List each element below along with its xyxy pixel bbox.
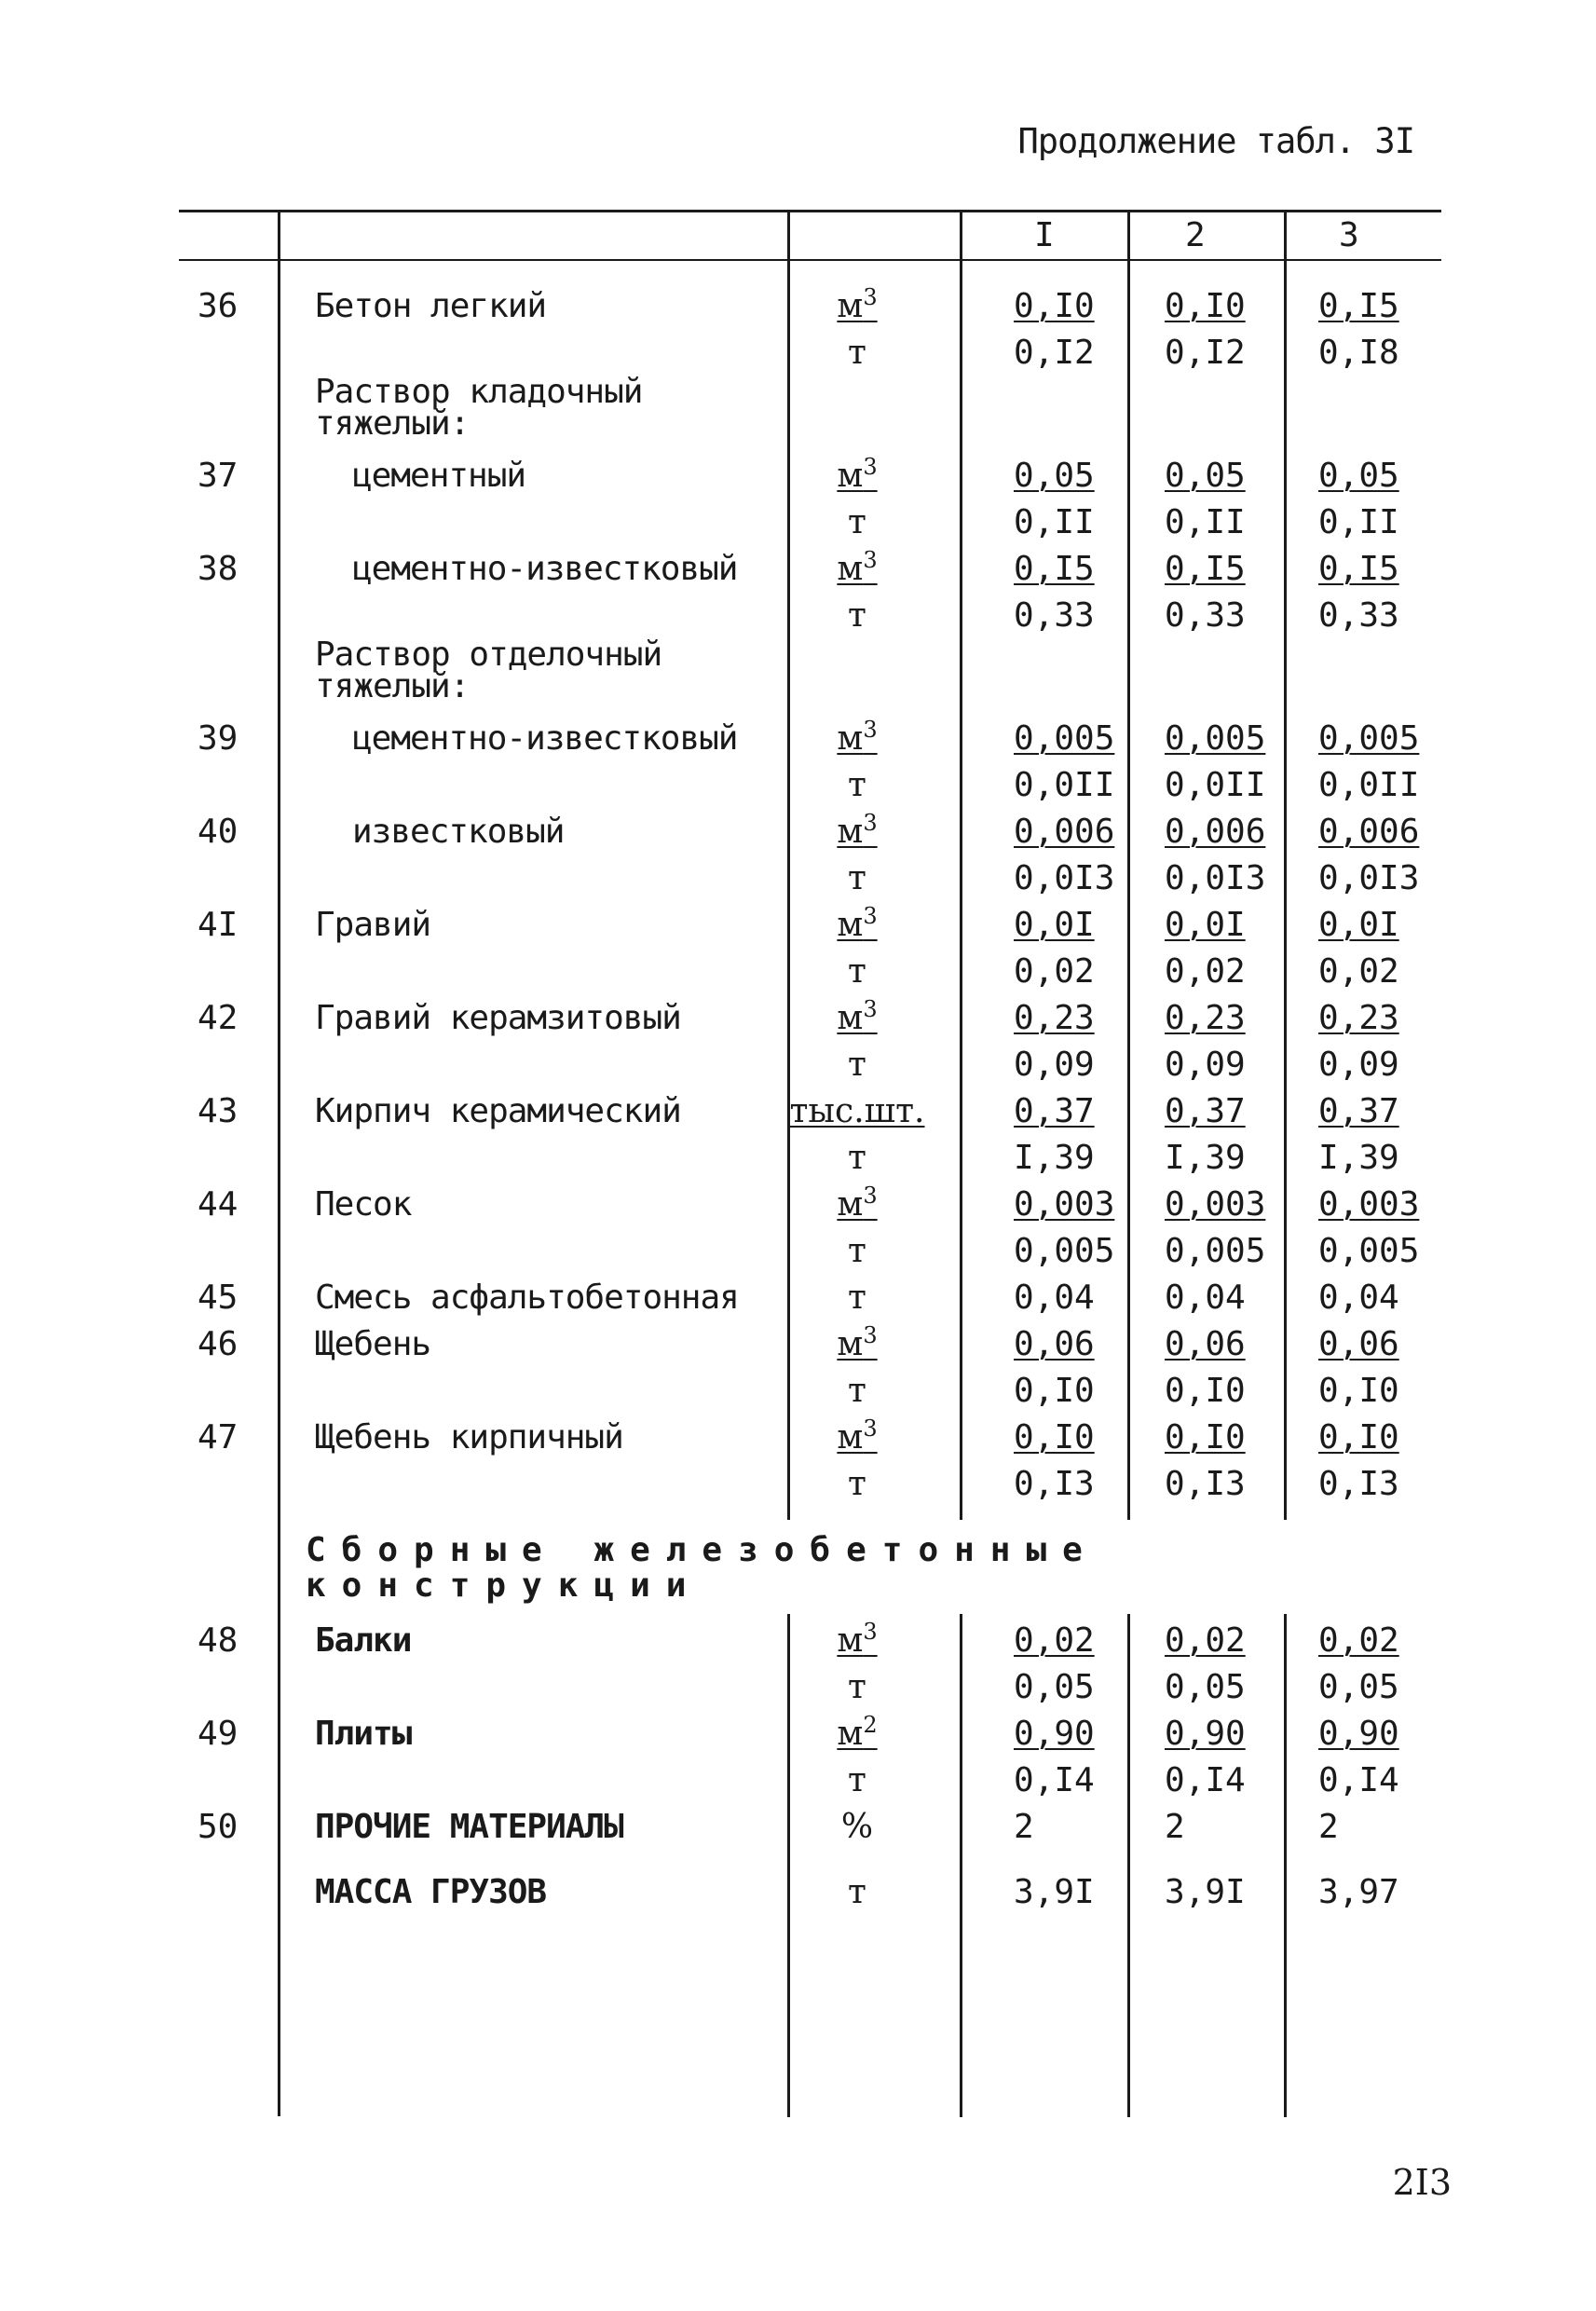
group-heading: Раствор отделочный тяжелый: bbox=[315, 636, 662, 705]
rule-after-name-upper bbox=[787, 211, 790, 1520]
row-name: цементно-известковый bbox=[352, 550, 738, 588]
value-col-3: 0,I0 bbox=[1318, 1418, 1399, 1456]
rule-after-col2-lower bbox=[1284, 1614, 1287, 2117]
value-col-2: 0,23 bbox=[1165, 999, 1246, 1037]
value-col-3: 0,II bbox=[1318, 503, 1399, 541]
value-col-1: 0,06 bbox=[1014, 1325, 1095, 1363]
value-col-2: 0,02 bbox=[1165, 952, 1246, 991]
value-col-1: 0,05 bbox=[1014, 457, 1095, 495]
row-unit: т bbox=[848, 1372, 866, 1410]
value-col-3: 0,I5 bbox=[1318, 550, 1399, 588]
row-name: Гравий керамзитовый bbox=[315, 999, 681, 1037]
row-number: 46 bbox=[198, 1325, 239, 1363]
row-number: 42 bbox=[198, 999, 239, 1037]
row-name: Балки bbox=[315, 1621, 412, 1660]
value-col-1: 0,02 bbox=[1014, 952, 1095, 991]
row-unit: т bbox=[848, 859, 866, 897]
value-col-2: 0,0I bbox=[1165, 906, 1246, 944]
value-col-3: I,39 bbox=[1318, 1139, 1399, 1177]
value-col-3: 0,02 bbox=[1318, 1621, 1399, 1660]
row-unit: т bbox=[848, 1465, 866, 1503]
row-unit: т bbox=[848, 503, 866, 541]
value-col-2: 0,I2 bbox=[1165, 334, 1246, 372]
value-col-1: I,39 bbox=[1014, 1139, 1095, 1177]
value-col-1: 0,003 bbox=[1014, 1185, 1115, 1224]
value-col-2: 0,04 bbox=[1165, 1279, 1246, 1317]
value-col-2: 0,I0 bbox=[1165, 287, 1246, 325]
row-unit: % bbox=[840, 1808, 874, 1846]
value-col-3: 0,37 bbox=[1318, 1092, 1399, 1130]
value-col-1: 0,0II bbox=[1014, 766, 1115, 804]
value-col-3: 0,33 bbox=[1318, 596, 1399, 635]
value-col-1: 0,I0 bbox=[1014, 1418, 1095, 1456]
row-number: 49 bbox=[198, 1715, 239, 1753]
row-name: цементный bbox=[352, 457, 526, 495]
table-top-rule bbox=[179, 210, 1441, 212]
value-col-3: 0,23 bbox=[1318, 999, 1399, 1037]
value-col-2: 0,06 bbox=[1165, 1325, 1246, 1363]
row-unit: $м^3$ bbox=[837, 547, 878, 588]
row-number: 48 bbox=[198, 1621, 239, 1660]
row-name: Плиты bbox=[315, 1715, 412, 1753]
row-unit: т bbox=[848, 596, 866, 635]
row-unit: $м^3$ bbox=[837, 1619, 878, 1660]
value-col-3: 0,I5 bbox=[1318, 287, 1399, 325]
value-col-1: 0,006 bbox=[1014, 813, 1115, 851]
row-unit: $м^3$ bbox=[837, 454, 878, 495]
value-col-2: 0,I5 bbox=[1165, 550, 1246, 588]
value-col-2: 0,006 bbox=[1165, 813, 1266, 851]
row-unit: т bbox=[848, 1139, 866, 1177]
row-number: 39 bbox=[198, 719, 239, 758]
value-col-3: 0,006 bbox=[1318, 813, 1420, 851]
value-col-3: 0,003 bbox=[1318, 1185, 1420, 1224]
value-col-1: 0,33 bbox=[1014, 596, 1095, 635]
row-name: Кирпич керамический bbox=[315, 1092, 681, 1130]
row-unit: т bbox=[848, 952, 866, 991]
value-col-2: 0,005 bbox=[1165, 1232, 1266, 1270]
header-col-2: 2 bbox=[1185, 216, 1206, 254]
value-col-2: 0,I3 bbox=[1165, 1465, 1246, 1503]
value-col-3: 0,02 bbox=[1318, 952, 1399, 991]
rule-after-number bbox=[278, 211, 280, 2116]
row-name: цементно-известковый bbox=[352, 719, 738, 758]
value-col-2: 0,0II bbox=[1165, 766, 1266, 804]
header-bottom-rule bbox=[179, 259, 1441, 261]
row-number: 36 bbox=[198, 287, 239, 325]
row-unit: т bbox=[848, 1279, 866, 1317]
row-name: Смесь асфальтобетонная bbox=[315, 1279, 739, 1317]
row-unit: $м^3$ bbox=[837, 1415, 878, 1456]
header-col-3: 3 bbox=[1339, 216, 1359, 254]
value-col-3: 0,09 bbox=[1318, 1046, 1399, 1084]
value-col-1: 0,05 bbox=[1014, 1668, 1095, 1706]
value-col-1: 3,9I bbox=[1014, 1873, 1095, 1911]
value-col-3: 2 bbox=[1318, 1808, 1339, 1846]
row-number: 40 bbox=[198, 813, 239, 851]
row-unit: $м^3$ bbox=[837, 1322, 878, 1363]
value-col-3: 0,I8 bbox=[1318, 334, 1399, 372]
value-col-2: 0,II bbox=[1165, 503, 1246, 541]
value-col-2: 0,90 bbox=[1165, 1715, 1246, 1753]
row-unit: т bbox=[848, 1232, 866, 1270]
value-col-2: 0,003 bbox=[1165, 1185, 1266, 1224]
rule-after-name-lower bbox=[787, 1614, 790, 2117]
row-number: 38 bbox=[198, 550, 239, 588]
row-unit: $м^3$ bbox=[837, 1183, 878, 1224]
value-col-2: 0,005 bbox=[1165, 719, 1266, 758]
row-unit: тыс.шт. bbox=[789, 1092, 925, 1130]
value-col-3: 0,0I3 bbox=[1318, 859, 1420, 897]
row-number: 43 bbox=[198, 1092, 239, 1130]
value-col-1: 0,I5 bbox=[1014, 550, 1095, 588]
value-col-2: 0,I0 bbox=[1165, 1418, 1246, 1456]
value-col-3: 3,97 bbox=[1318, 1873, 1399, 1911]
value-col-1: 2 bbox=[1014, 1808, 1034, 1846]
value-col-1: 0,005 bbox=[1014, 1232, 1115, 1270]
value-col-2: 2 bbox=[1165, 1808, 1185, 1846]
page-number: 2I3 bbox=[1392, 2162, 1452, 2203]
row-name: МАССА ГРУЗОВ bbox=[315, 1873, 547, 1911]
value-col-3: 0,005 bbox=[1318, 1232, 1420, 1270]
value-col-3: 0,06 bbox=[1318, 1325, 1399, 1363]
value-col-2: 0,09 bbox=[1165, 1046, 1246, 1084]
value-col-1: 0,23 bbox=[1014, 999, 1095, 1037]
value-col-2: I,39 bbox=[1165, 1139, 1246, 1177]
value-col-3: 0,90 bbox=[1318, 1715, 1399, 1753]
row-unit: $м^2$ bbox=[837, 1712, 878, 1753]
row-unit: $м^3$ bbox=[837, 996, 878, 1037]
value-col-3: 0,05 bbox=[1318, 457, 1399, 495]
value-col-2: 0,0I3 bbox=[1165, 859, 1266, 897]
value-col-3: 0,04 bbox=[1318, 1279, 1399, 1317]
row-unit: т bbox=[848, 334, 866, 372]
value-col-1: 0,0I3 bbox=[1014, 859, 1115, 897]
row-unit: $м^3$ bbox=[837, 717, 878, 758]
row-unit: $м^3$ bbox=[837, 284, 878, 325]
value-col-3: 0,I4 bbox=[1318, 1761, 1399, 1799]
value-col-1: 0,II bbox=[1014, 503, 1095, 541]
value-col-3: 0,I0 bbox=[1318, 1372, 1399, 1410]
rule-after-unit-upper bbox=[960, 211, 962, 1520]
row-unit: $м^3$ bbox=[837, 810, 878, 851]
row-name: Щебень кирпичный bbox=[315, 1418, 623, 1456]
row-name: известковый bbox=[352, 813, 565, 851]
value-col-1: 0,09 bbox=[1014, 1046, 1095, 1084]
rule-after-col1-upper bbox=[1127, 211, 1130, 1520]
row-number: 47 bbox=[198, 1418, 239, 1456]
row-number: 44 bbox=[198, 1185, 239, 1224]
value-col-1: 0,I0 bbox=[1014, 1372, 1095, 1410]
row-number: 50 bbox=[198, 1808, 239, 1846]
rule-after-col1-lower bbox=[1127, 1614, 1130, 2117]
value-col-2: 0,05 bbox=[1165, 457, 1246, 495]
row-number: 45 bbox=[198, 1279, 239, 1317]
value-col-1: 0,I4 bbox=[1014, 1761, 1095, 1799]
row-unit: т bbox=[848, 1873, 866, 1911]
value-col-1: 0,04 bbox=[1014, 1279, 1095, 1317]
value-col-1: 0,I2 bbox=[1014, 334, 1095, 372]
row-number: 4I bbox=[198, 906, 239, 944]
table-caption: Продолжение табл. 3I bbox=[1017, 121, 1414, 161]
value-col-1: 0,02 bbox=[1014, 1621, 1095, 1660]
value-col-3: 0,05 bbox=[1318, 1668, 1399, 1706]
value-col-1: 0,005 bbox=[1014, 719, 1115, 758]
value-col-1: 0,I3 bbox=[1014, 1465, 1095, 1503]
value-col-2: 0,I0 bbox=[1165, 1372, 1246, 1410]
value-col-3: 0,I3 bbox=[1318, 1465, 1399, 1503]
row-unit: $м^3$ bbox=[837, 903, 878, 944]
row-number: 37 bbox=[198, 457, 239, 495]
value-col-2: 3,9I bbox=[1165, 1873, 1246, 1911]
row-unit: т bbox=[848, 1046, 866, 1084]
rule-after-col2-upper bbox=[1284, 211, 1287, 1520]
section-heading: Сборные железобетонные конструкции bbox=[306, 1531, 1098, 1605]
value-col-1: 0,I0 bbox=[1014, 287, 1095, 325]
row-name: Гравий bbox=[315, 906, 431, 944]
value-col-2: 0,I4 bbox=[1165, 1761, 1246, 1799]
row-name: Бетон легкий bbox=[315, 287, 547, 325]
value-col-2: 0,05 bbox=[1165, 1668, 1246, 1706]
value-col-1: 0,37 bbox=[1014, 1092, 1095, 1130]
value-col-2: 0,37 bbox=[1165, 1092, 1246, 1130]
value-col-2: 0,02 bbox=[1165, 1621, 1246, 1660]
group-heading: Раствор кладочный тяжелый: bbox=[315, 373, 643, 443]
row-name: Щебень bbox=[315, 1325, 431, 1363]
value-col-3: 0,0II bbox=[1318, 766, 1420, 804]
value-col-3: 0,005 bbox=[1318, 719, 1420, 758]
value-col-1: 0,0I bbox=[1014, 906, 1095, 944]
row-unit: т bbox=[848, 1668, 866, 1706]
value-col-2: 0,33 bbox=[1165, 596, 1246, 635]
value-col-1: 0,90 bbox=[1014, 1715, 1095, 1753]
value-col-3: 0,0I bbox=[1318, 906, 1399, 944]
row-name: Песок bbox=[315, 1185, 412, 1224]
row-unit: т bbox=[848, 1761, 866, 1799]
rule-after-unit-lower bbox=[960, 1614, 962, 2117]
row-name: ПРОЧИЕ МАТЕРИАЛЫ bbox=[315, 1808, 623, 1846]
header-col-1: I bbox=[1034, 216, 1055, 254]
row-unit: т bbox=[848, 766, 866, 804]
